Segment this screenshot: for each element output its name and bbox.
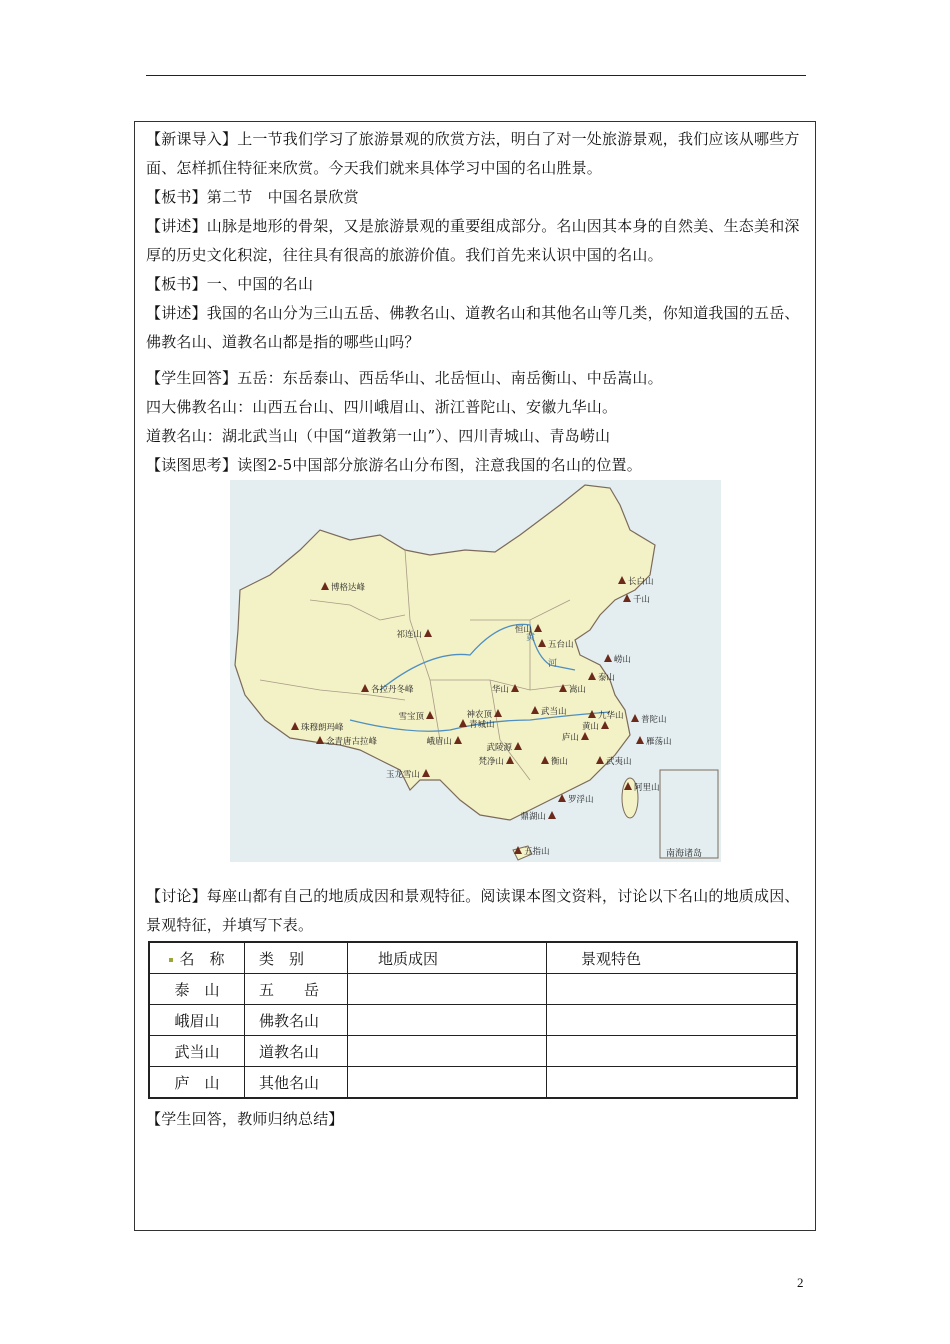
peak-label: 雪宝顶 — [398, 712, 424, 722]
cell-name: 泰 山 — [149, 974, 245, 1005]
peak-label: 武夷山 — [606, 757, 632, 767]
table-row — [149, 974, 797, 1005]
table-row — [149, 1067, 797, 1099]
header-rule — [146, 75, 806, 76]
inset-label: 南海诸岛 — [666, 849, 703, 859]
header-category: 类 别 — [245, 942, 348, 974]
cell-category: 其他名山 — [245, 1067, 348, 1099]
peak-label: 恒山 — [514, 625, 532, 635]
peak-label: 嵩山 — [569, 685, 587, 695]
table-header-row — [149, 942, 797, 974]
river-label-huang: 黄 — [526, 633, 536, 643]
paragraph-map-reading: 【读图思考】读图2-5中国部分旅游名山分布图，注意我国的名山的位置。 — [146, 456, 642, 474]
peak-marker — [548, 811, 556, 819]
peak-label: 祁连山 — [396, 630, 422, 640]
peak-label: 武陵源 — [486, 743, 512, 753]
cell-features-input[interactable] — [547, 1067, 798, 1099]
peak-label: 华山 — [491, 685, 509, 695]
map-svg — [230, 480, 721, 862]
paragraph-discussion: 【讨论】每座山都有自己的地质成因和景观特征。阅读课本图文资料，讨论以下名山的地质成因、景观特征，并填写下表。 — [146, 887, 800, 934]
peak-label: 泰山 — [598, 673, 616, 683]
peak-label: 珠穆朗玛峰 — [301, 723, 344, 733]
table-row — [149, 1005, 797, 1036]
table-row — [149, 1036, 797, 1067]
cell-name: 峨眉山 — [149, 1005, 245, 1036]
cell-geology-input[interactable] — [348, 1036, 547, 1067]
peak-marker — [631, 714, 639, 722]
peak-label: 五指山 — [524, 847, 550, 857]
header-features: 景观特色 — [547, 942, 798, 974]
paragraph-summary: 【学生回答，教师归纳总结】 — [146, 1110, 344, 1128]
header-name-label: 名 称 — [179, 949, 225, 968]
china-mountains-map — [230, 480, 721, 862]
peak-label: 鼎湖山 — [520, 812, 546, 822]
paragraph-new-lesson: 【新课导入】上一节我们学习了旅游景观的欣赏方法，明白了对一处旅游景观，我们应该从哪些方面、怎样抓住特征来欣赏。今天我们就来具体学习中国的名山胜景。 — [146, 130, 800, 177]
paragraph-board-section: 【板书】第二节 中国名景欣赏 — [146, 188, 359, 206]
bullet-marker — [169, 958, 173, 962]
peak-label: 九华山 — [598, 711, 624, 721]
peak-label: 庐山 — [561, 733, 579, 743]
cell-geology-input[interactable] — [348, 1005, 547, 1036]
header-geology: 地质成因 — [348, 942, 547, 974]
paragraph-lecture-mountains: 【讲述】山脉是地形的骨架，又是旅游景观的重要组成部分。名山因其本身的自然美、生态美和深厚的历史文化积淀，往往具有很高的旅游价值。我们首先来认识中国的名山。 — [146, 217, 800, 264]
river-label-he: 河 — [548, 659, 558, 669]
peak-label: 雁荡山 — [646, 737, 672, 747]
peak-label: 玉龙雪山 — [385, 770, 420, 780]
page-number: 2 — [797, 1275, 804, 1290]
paragraph-answer-five-peaks: 【学生回答】五岳：东岳泰山、西岳华山、北岳恒山、南岳衡山、中岳嵩山。 — [146, 369, 663, 387]
cell-features-input[interactable] — [547, 1036, 798, 1067]
paragraph-buddhist-mountains: 四大佛教名山：山西五台山、四川峨眉山、浙江普陀山、安徽九华山。 — [146, 398, 618, 416]
cell-geology-input[interactable] — [348, 974, 547, 1005]
paragraph-taoist-mountains: 道教名山：湖北武当山（中国“道教第一山”）、四川青城山、青岛崂山 — [146, 427, 611, 445]
peak-label: 普陀山 — [641, 715, 667, 725]
mountains-table — [148, 941, 798, 1099]
cell-name: 庐 山 — [149, 1067, 245, 1099]
peak-label: 各拉丹冬峰 — [371, 685, 414, 695]
cell-category: 五 岳 — [245, 974, 348, 1005]
cell-features-input[interactable] — [547, 1005, 798, 1036]
peak-label: 罗浮山 — [568, 795, 594, 805]
peak-label: 衡山 — [551, 757, 569, 767]
peak-label: 千山 — [633, 595, 651, 605]
peak-label: 青城山 — [469, 720, 495, 730]
peak-label: 博格达峰 — [331, 583, 366, 593]
peak-label: 阿里山 — [634, 783, 660, 793]
paragraph-lecture-categories: 【讲述】我国的名山分为三山五岳、佛教名山、道教名山和其他名山等几类，你知道我国的五岳、佛教名山、道教名山都是指的哪些山吗？ — [146, 304, 800, 351]
map-land — [235, 485, 655, 820]
peak-marker — [604, 654, 612, 662]
peak-label: 梵净山 — [478, 757, 504, 767]
cell-geology-input[interactable] — [348, 1067, 547, 1099]
peak-label: 崂山 — [614, 655, 632, 665]
peak-label: 念青唐古拉峰 — [326, 737, 378, 747]
cell-features-input[interactable] — [547, 974, 798, 1005]
peak-label: 峨眉山 — [426, 737, 452, 747]
peak-label: 神农顶 — [466, 710, 492, 720]
cell-category: 佛教名山 — [245, 1005, 348, 1036]
header-name — [149, 942, 245, 974]
inset-south-china-sea — [660, 770, 718, 858]
peak-label: 五台山 — [548, 640, 574, 650]
cell-category: 道教名山 — [245, 1036, 348, 1067]
peak-label: 长白山 — [628, 577, 654, 587]
cell-name: 武当山 — [149, 1036, 245, 1067]
peak-label: 武当山 — [541, 707, 567, 717]
peak-label: 黄山 — [581, 722, 599, 732]
peak-marker — [636, 736, 644, 744]
paragraph-board-heading: 【板书】一、中国的名山 — [146, 275, 314, 293]
